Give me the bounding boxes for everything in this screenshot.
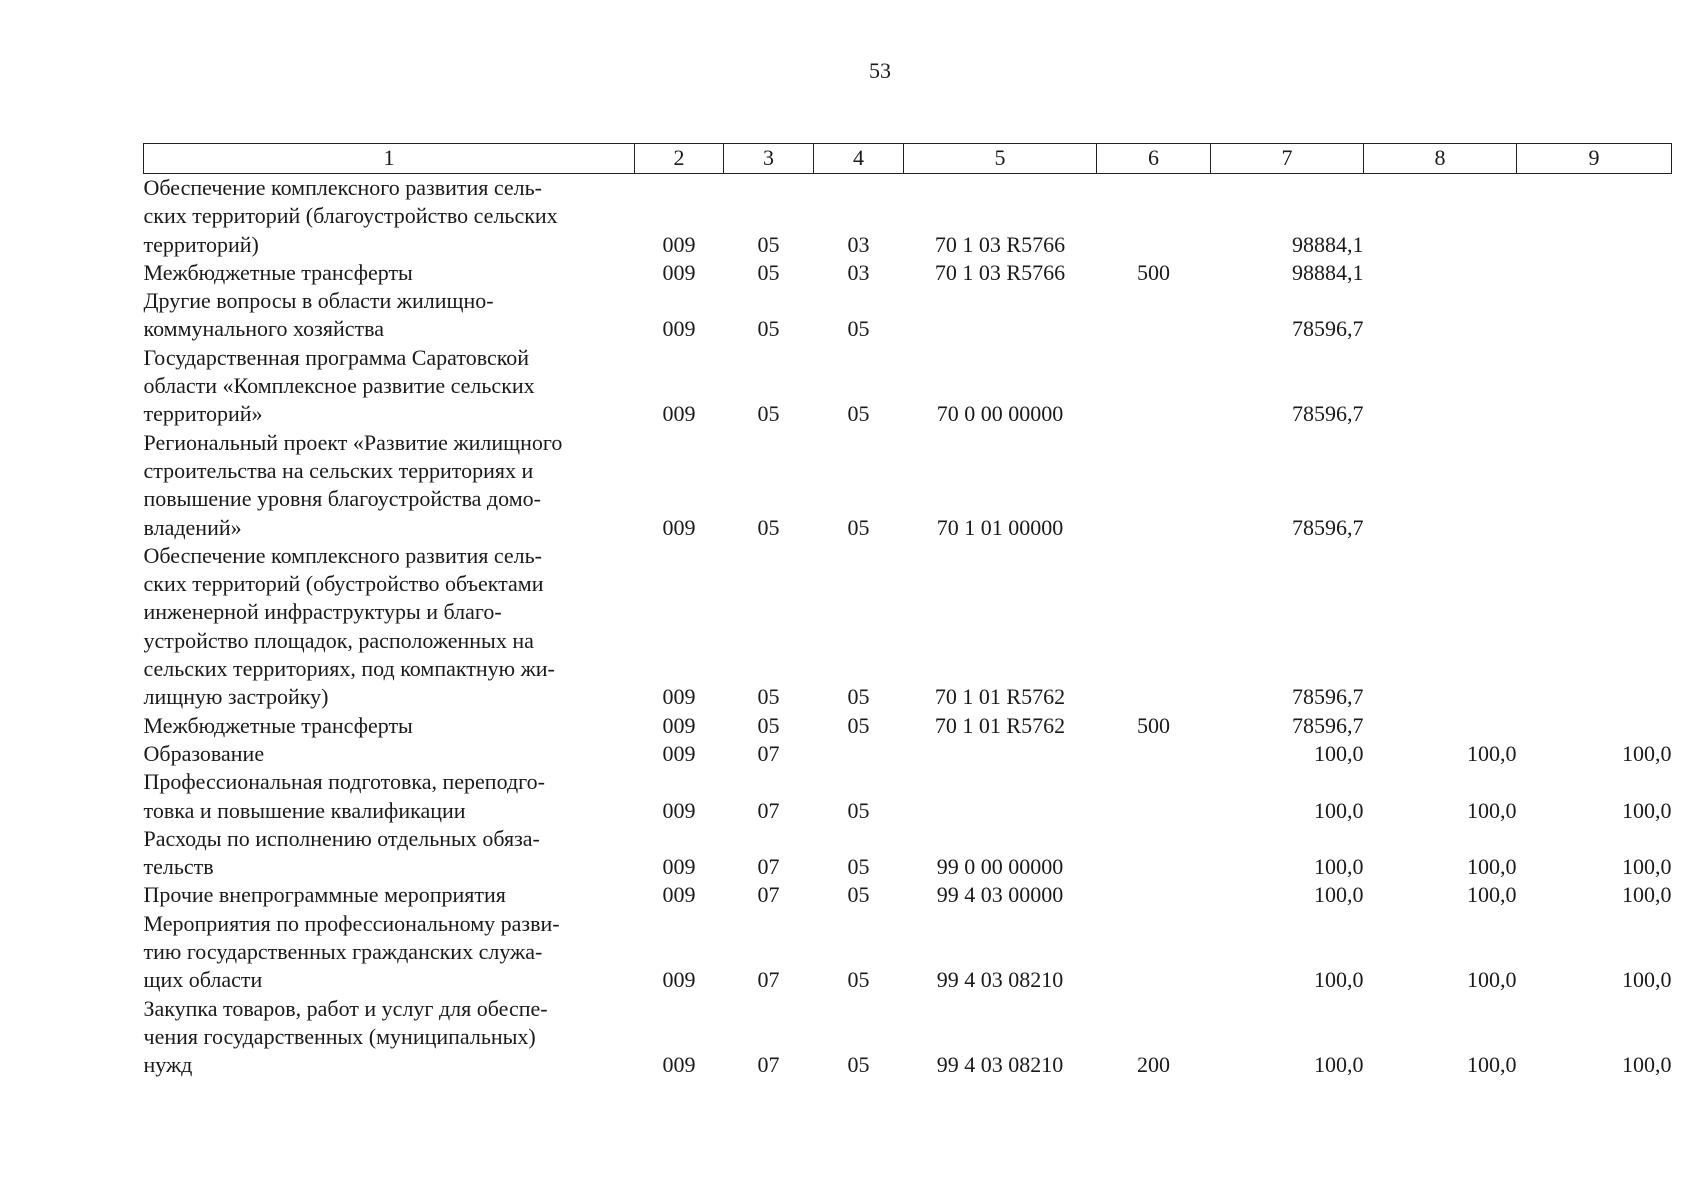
item-name-cell [144,344,635,429]
chapter-code: 009 [662,967,696,993]
table-row [144,825,1672,882]
amount-col-7: 100,0 [1314,967,1364,993]
target-article-code: 99 4 03 00000 [936,882,1064,908]
item-name-cell [144,995,635,1080]
expense-type-code [1097,287,1211,344]
subsection-code: 05 [847,316,870,342]
item-name-line: ских территорий (обустройство объектами [143,571,544,597]
table-row [144,287,1672,344]
item-name-cell [144,287,635,344]
column-header-6: 6 [1097,144,1211,174]
item-name-line: области «Комплексное развитие сельских [143,373,535,399]
item-name-line: Другие вопросы в области жилищно- [143,288,494,314]
amount-col-9: 100,0 [1622,1052,1672,1078]
item-name-line: щих области [143,967,263,993]
item-name-line: Закупка товаров, работ и услуг для обеспе- [143,995,548,1021]
item-name-line: Обеспечение комплексного развития сель- [143,542,543,568]
chapter-code: 009 [662,316,696,342]
amount-col-8 [1364,429,1517,542]
amount-col-9: 100,0 [1622,854,1672,880]
target-article-code: 99 4 03 08210 [936,967,1064,993]
subsection-code: 05 [847,967,870,993]
amount-col-9 [1517,174,1672,259]
target-article-code: 99 0 00 00000 [936,854,1064,880]
expense-type-code [1097,344,1211,429]
amount-col-9 [1517,287,1672,344]
target-article-code: 70 0 00 00000 [936,401,1064,427]
target-article-code [904,287,1097,344]
section-code: 07 [757,1052,780,1078]
subsection-code: 05 [847,882,870,908]
table-body [144,174,1672,1080]
item-name-line: Государственная программа Саратовской [143,344,530,370]
amount-col-9 [1517,542,1672,712]
table-row [144,344,1672,429]
amount-col-7: 100,0 [1314,882,1364,908]
amount-col-9: 100,0 [1622,967,1672,993]
table-header-row [144,144,1672,174]
table-row [144,174,1672,259]
subsection-code: 03 [847,259,870,285]
item-name-cell [144,429,635,542]
table-row [144,429,1672,542]
subsection-code: 05 [847,684,870,710]
item-name-line: инженерной инфраструктуры и благо- [143,599,502,625]
item-name-cell [144,881,635,909]
amount-col-7: 78596,7 [1292,401,1364,427]
subsection-code: 05 [847,1052,870,1078]
item-name-line: ских территорий (благоустройство сельских [143,203,558,229]
table-row [144,910,1672,995]
target-article-code: 70 1 03 R5766 [934,259,1066,285]
section-code: 07 [757,740,780,766]
subsection-code: 05 [847,401,870,427]
table-row [144,995,1672,1080]
column-header-3: 3 [724,144,814,174]
budget-table [143,143,1672,1080]
item-name-line: Профессиональная подготовка, переподго- [143,769,545,795]
chapter-code: 009 [662,1052,696,1078]
table-row [144,768,1672,825]
amount-col-7: 78596,7 [1292,712,1364,738]
target-article-code: 70 1 01 R5762 [934,684,1066,710]
amount-col-8: 100,0 [1467,1052,1517,1078]
amount-col-8 [1364,712,1517,740]
item-name-line: лищную застройку) [143,684,329,710]
table-row [144,740,1672,768]
section-code: 05 [757,401,780,427]
target-article-code [904,740,1097,768]
section-code: 05 [757,259,780,285]
amount-col-8: 100,0 [1467,797,1517,823]
amount-col-8 [1364,259,1517,287]
amount-col-9 [1517,344,1672,429]
column-header-1: 1 [144,144,635,174]
amount-col-9: 100,0 [1622,797,1672,823]
item-name-cell [144,740,635,768]
chapter-code: 009 [662,712,696,738]
chapter-code: 009 [662,882,696,908]
item-name-cell [144,825,635,882]
amount-col-7: 100,0 [1314,740,1364,766]
amount-col-7: 100,0 [1314,854,1364,880]
amount-col-7: 78596,7 [1292,684,1364,710]
column-header-8: 8 [1364,144,1517,174]
amount-col-8 [1364,174,1517,259]
amount-col-7: 100,0 [1314,1052,1364,1078]
item-name-line: Обеспечение комплексного развития сель- [143,175,543,200]
chapter-code: 009 [662,740,696,766]
amount-col-8: 100,0 [1467,854,1517,880]
subsection-code: 05 [847,514,870,540]
amount-col-9 [1517,429,1672,542]
amount-col-8 [1364,287,1517,344]
subsection-code: 05 [847,712,870,738]
item-name-cell [144,910,635,995]
item-name-line: территорий» [143,401,263,427]
section-code: 05 [757,316,780,342]
subsection-code: 05 [847,854,870,880]
column-header-9: 9 [1517,144,1672,174]
item-name-line: повышение уровня благоустройства домо- [143,486,541,512]
section-code: 07 [757,882,780,908]
item-name-line: территорий) [143,231,259,257]
column-header-5: 5 [904,144,1097,174]
chapter-code: 009 [662,797,696,823]
page-number: 53 [869,58,891,83]
expense-type-code: 500 [1137,712,1170,738]
section-code: 07 [757,854,780,880]
amount-col-7: 98884,1 [1292,231,1364,257]
item-name-line: Межбюджетные трансферты [143,259,413,285]
expense-type-code: 200 [1137,1052,1170,1078]
amount-col-7: 100,0 [1314,797,1364,823]
amount-col-8: 100,0 [1467,882,1517,908]
column-header-4: 4 [814,144,904,174]
target-article-code: 70 1 03 R5766 [934,231,1066,257]
amount-col-7: 78596,7 [1292,316,1364,342]
expense-type-code [1097,910,1211,995]
section-code: 05 [757,684,780,710]
item-name-line: нужд [143,1052,193,1078]
chapter-code: 009 [662,259,696,285]
amount-col-9 [1517,712,1672,740]
section-code: 07 [757,967,780,993]
expense-type-code: 500 [1137,259,1170,285]
target-article-code: 70 1 01 00000 [936,514,1064,540]
subsection-code [814,740,904,768]
table-row [144,542,1672,712]
chapter-code: 009 [662,854,696,880]
item-name-cell [144,174,635,259]
item-name-line: Межбюджетные трансферты [143,712,413,738]
table-row [144,881,1672,909]
amount-col-8: 100,0 [1467,740,1517,766]
item-name-line: товка и повышение квалификации [143,797,466,823]
item-name-cell [144,259,635,287]
subsection-code: 03 [847,231,870,257]
chapter-code: 009 [662,401,696,427]
item-name-line: Прочие внепрограммные мероприятия [143,882,506,908]
item-name-line: чения государственных (муниципальных) [143,1023,536,1049]
item-name-cell [144,768,635,825]
item-name-cell [144,542,635,712]
table-row [144,259,1672,287]
amount-col-9 [1517,259,1672,287]
subsection-code: 05 [847,797,870,823]
chapter-code: 009 [662,231,696,257]
amount-col-7: 98884,1 [1292,259,1364,285]
amount-col-7: 78596,7 [1292,514,1364,540]
column-header-2: 2 [635,144,724,174]
target-article-code: 70 1 01 R5762 [934,712,1066,738]
section-code: 05 [757,231,780,257]
expense-type-code [1097,825,1211,882]
expense-type-code [1097,740,1211,768]
expense-type-code [1097,174,1211,259]
item-name-cell [144,712,635,740]
item-name-line: Мероприятия по профессиональному разви- [143,910,560,936]
item-name-line: строительства на сельских территориях и [143,457,534,483]
item-name-line: Региональный проект «Развитие жилищного [143,429,563,455]
item-name-line: тельств [143,854,214,880]
amount-col-9: 100,0 [1622,740,1672,766]
target-article-code: 99 4 03 08210 [936,1052,1064,1078]
amount-col-8 [1364,344,1517,429]
amount-col-8: 100,0 [1467,967,1517,993]
item-name-line: Расходы по исполнению отдельных обяза- [143,825,540,851]
item-name-line: тию государственных гражданских служа- [143,939,543,965]
section-code: 05 [757,712,780,738]
amount-col-8 [1364,542,1517,712]
item-name-line: владений» [143,514,242,540]
expense-type-code [1097,542,1211,712]
item-name-line: сельских территориях, под компактную жи- [143,656,555,682]
amount-col-9: 100,0 [1622,882,1672,908]
chapter-code: 009 [662,514,696,540]
expense-type-code [1097,429,1211,542]
expense-type-code [1097,768,1211,825]
chapter-code: 009 [662,684,696,710]
section-code: 07 [757,797,780,823]
column-header-7: 7 [1211,144,1364,174]
section-code: 05 [757,514,780,540]
item-name-line: коммунального хозяйства [143,316,384,342]
target-article-code [904,768,1097,825]
item-name-line: устройство площадок, расположенных на [143,627,534,653]
table-row [144,712,1672,740]
expense-type-code [1097,881,1211,909]
item-name-line: Образование [143,740,265,766]
